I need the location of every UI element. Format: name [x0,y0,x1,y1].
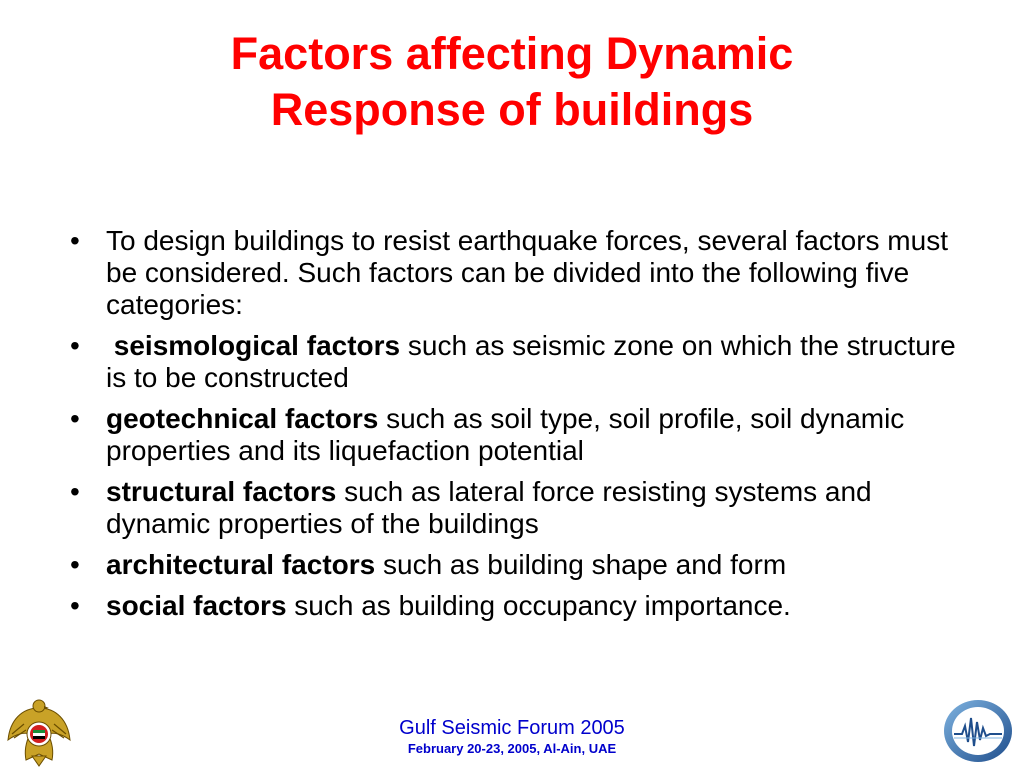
bullet-term: seismological factors [106,330,401,361]
slide-title-line-1: Factors affecting Dynamic [230,28,794,79]
bullet-dot: • [70,476,80,507]
bullet-dot: • [70,330,80,361]
bullet-text: such as building shape and form [375,549,787,580]
footer-event-name: Gulf Seismic Forum 2005 [399,717,625,739]
bullet-dot: • [70,549,80,580]
bullet-text: such as lateral force resisting systems and dynamic properties of the buildings [106,476,872,539]
uae-emblem-icon [2,694,76,768]
slide-title-line-2: Response of buildings [270,84,754,135]
bullet-item [70,476,970,540]
slide-title [60,26,964,138]
bullet-text: such as seismic zone on which the structure is to be constructed [106,330,956,393]
bullet-text: such as building occupancy importance. [286,590,791,621]
bullet-term: architectural factors [106,549,376,580]
bullet-text: To design buildings to resist earthquake forces, several factors must be considered. Such factors can be divided into the following five categories: [106,225,948,320]
bullet-dot: • [70,225,80,256]
bullet-item [70,549,970,581]
footer-event-date: February 20-23, 2005, Al-Ain, UAE [407,741,617,756]
footer [262,716,762,758]
bullet-item [70,225,970,321]
bullet-dot: • [70,403,80,434]
seismograph-logo-icon [940,698,1016,764]
bullet-term: geotechnical factors [106,403,379,434]
bullet-text: such as soil type, soil profile, soil dynamic properties and its liquefaction potential [106,403,905,466]
bullet-list [70,225,970,631]
bullet-item [70,403,970,467]
bullet-term: social factors [106,590,287,621]
bullet-dot: • [70,590,80,621]
bullet-item [70,330,970,394]
bullet-term: structural factors [106,476,337,507]
bullet-item [70,590,970,622]
